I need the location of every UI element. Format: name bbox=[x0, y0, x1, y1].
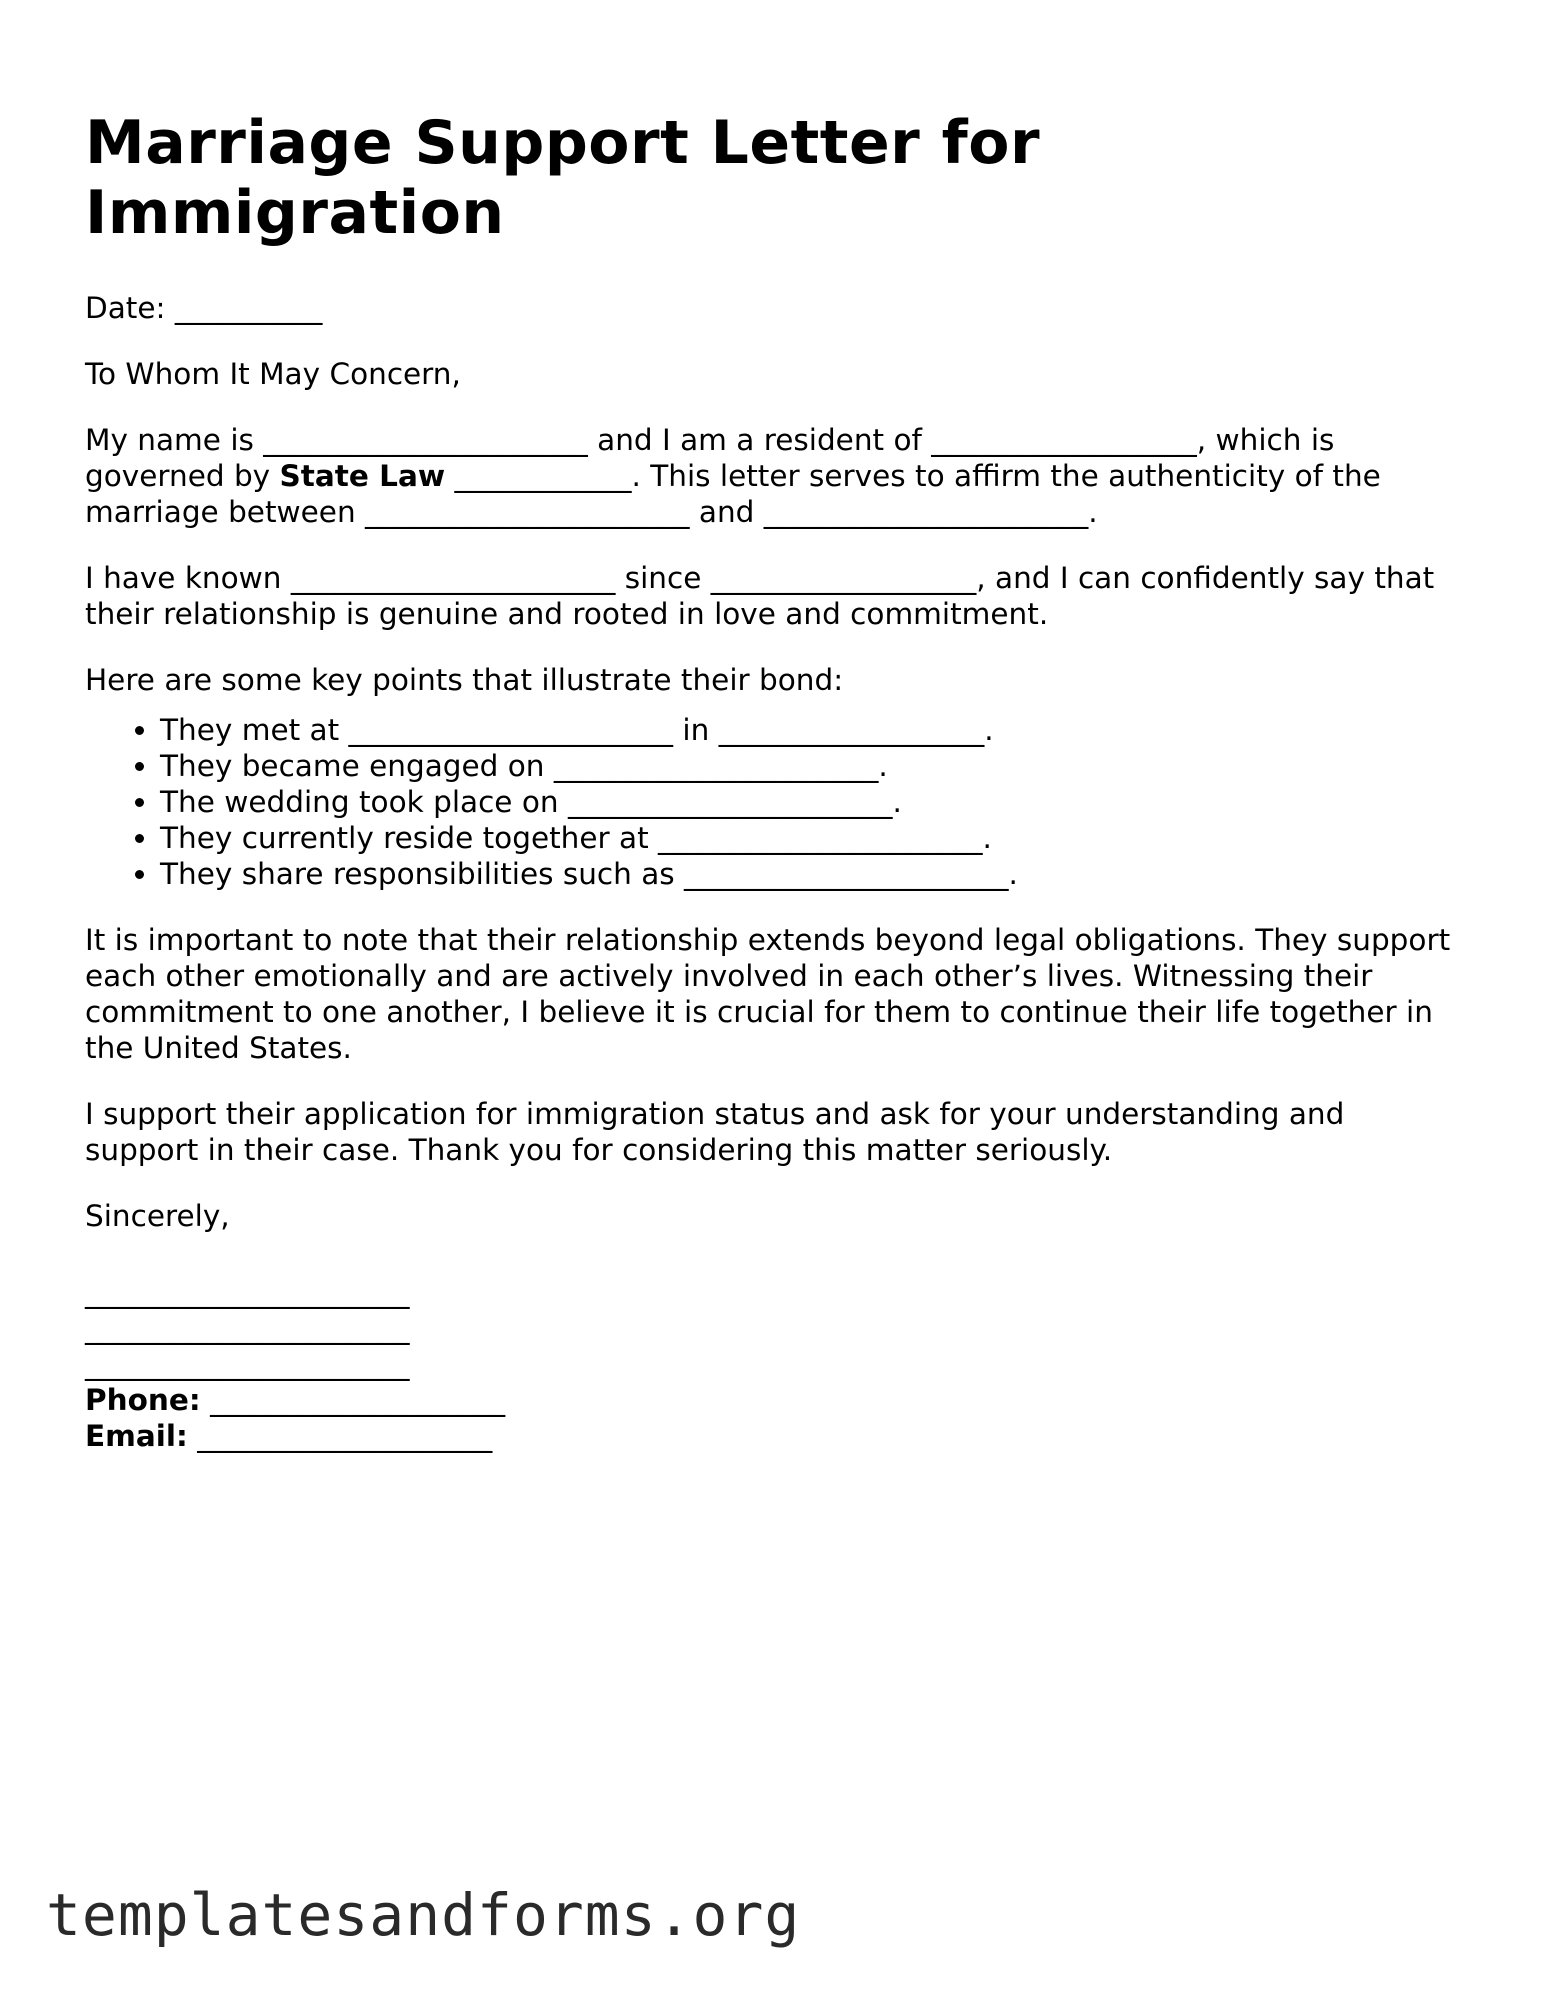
state-law-label: State Law bbox=[279, 459, 446, 493]
salutation: To Whom It May Concern, bbox=[85, 357, 461, 391]
phone-label: Phone: bbox=[85, 1383, 201, 1417]
known-since-paragraph: I have known ______________________ since __________________, and I can confidently say that their relationship is genuine and rooted in love and commitment. bbox=[85, 561, 1435, 631]
letter-page bbox=[85, 108, 1465, 1454]
intro-text-part2: ____________. This letter serves to affirm the authenticity of the marriage between ______________________ and ______________________. bbox=[85, 459, 1381, 529]
key-points-list bbox=[85, 712, 1465, 892]
date-line: Date: __________ bbox=[85, 291, 323, 325]
signature-block bbox=[85, 1274, 1465, 1454]
phone-blank: ____________________ bbox=[200, 1383, 506, 1417]
watermark: templatesandforms.org bbox=[46, 1881, 801, 1949]
support-paragraph: I support their application for immigration status and ask for your understanding and support in their case. Thank you for considering this matter seriously. bbox=[85, 1097, 1345, 1167]
signature-line: ______________________ bbox=[85, 1347, 410, 1381]
signature-line: ______________________ bbox=[85, 1311, 410, 1345]
relationship-paragraph: It is important to note that their relationship extends beyond legal obligations. They support each other emotionally and are actively involved in each other’s lives. Witnessing their commitment to one another, I believe it is crucial for them to continue their life together in the United States. bbox=[85, 923, 1451, 1065]
list-item: • They share responsibilities such as ______________________. bbox=[160, 856, 1465, 892]
list-item: • They met at ______________________ in __________________. bbox=[160, 712, 1465, 748]
page-title: Marriage Support Letter for Immigration bbox=[85, 108, 1041, 248]
list-item: • They became engaged on ______________________. bbox=[160, 748, 1465, 784]
list-item: • The wedding took place on ______________________. bbox=[160, 784, 1465, 820]
intro-text-part1: My name is ______________________ and I am a resident of __________________, which is governed by bbox=[85, 423, 1335, 493]
signature-line: ______________________ bbox=[85, 1275, 410, 1309]
phone-line bbox=[85, 1382, 1465, 1418]
email-blank: ____________________ bbox=[187, 1419, 493, 1453]
list-item: • They currently reside together at ______________________. bbox=[160, 820, 1465, 856]
email-line bbox=[85, 1418, 1465, 1454]
closing: Sincerely, bbox=[85, 1199, 230, 1233]
points-intro: Here are some key points that illustrate their bond: bbox=[85, 663, 844, 697]
intro-paragraph bbox=[85, 422, 1465, 530]
email-label: Email: bbox=[85, 1419, 188, 1453]
